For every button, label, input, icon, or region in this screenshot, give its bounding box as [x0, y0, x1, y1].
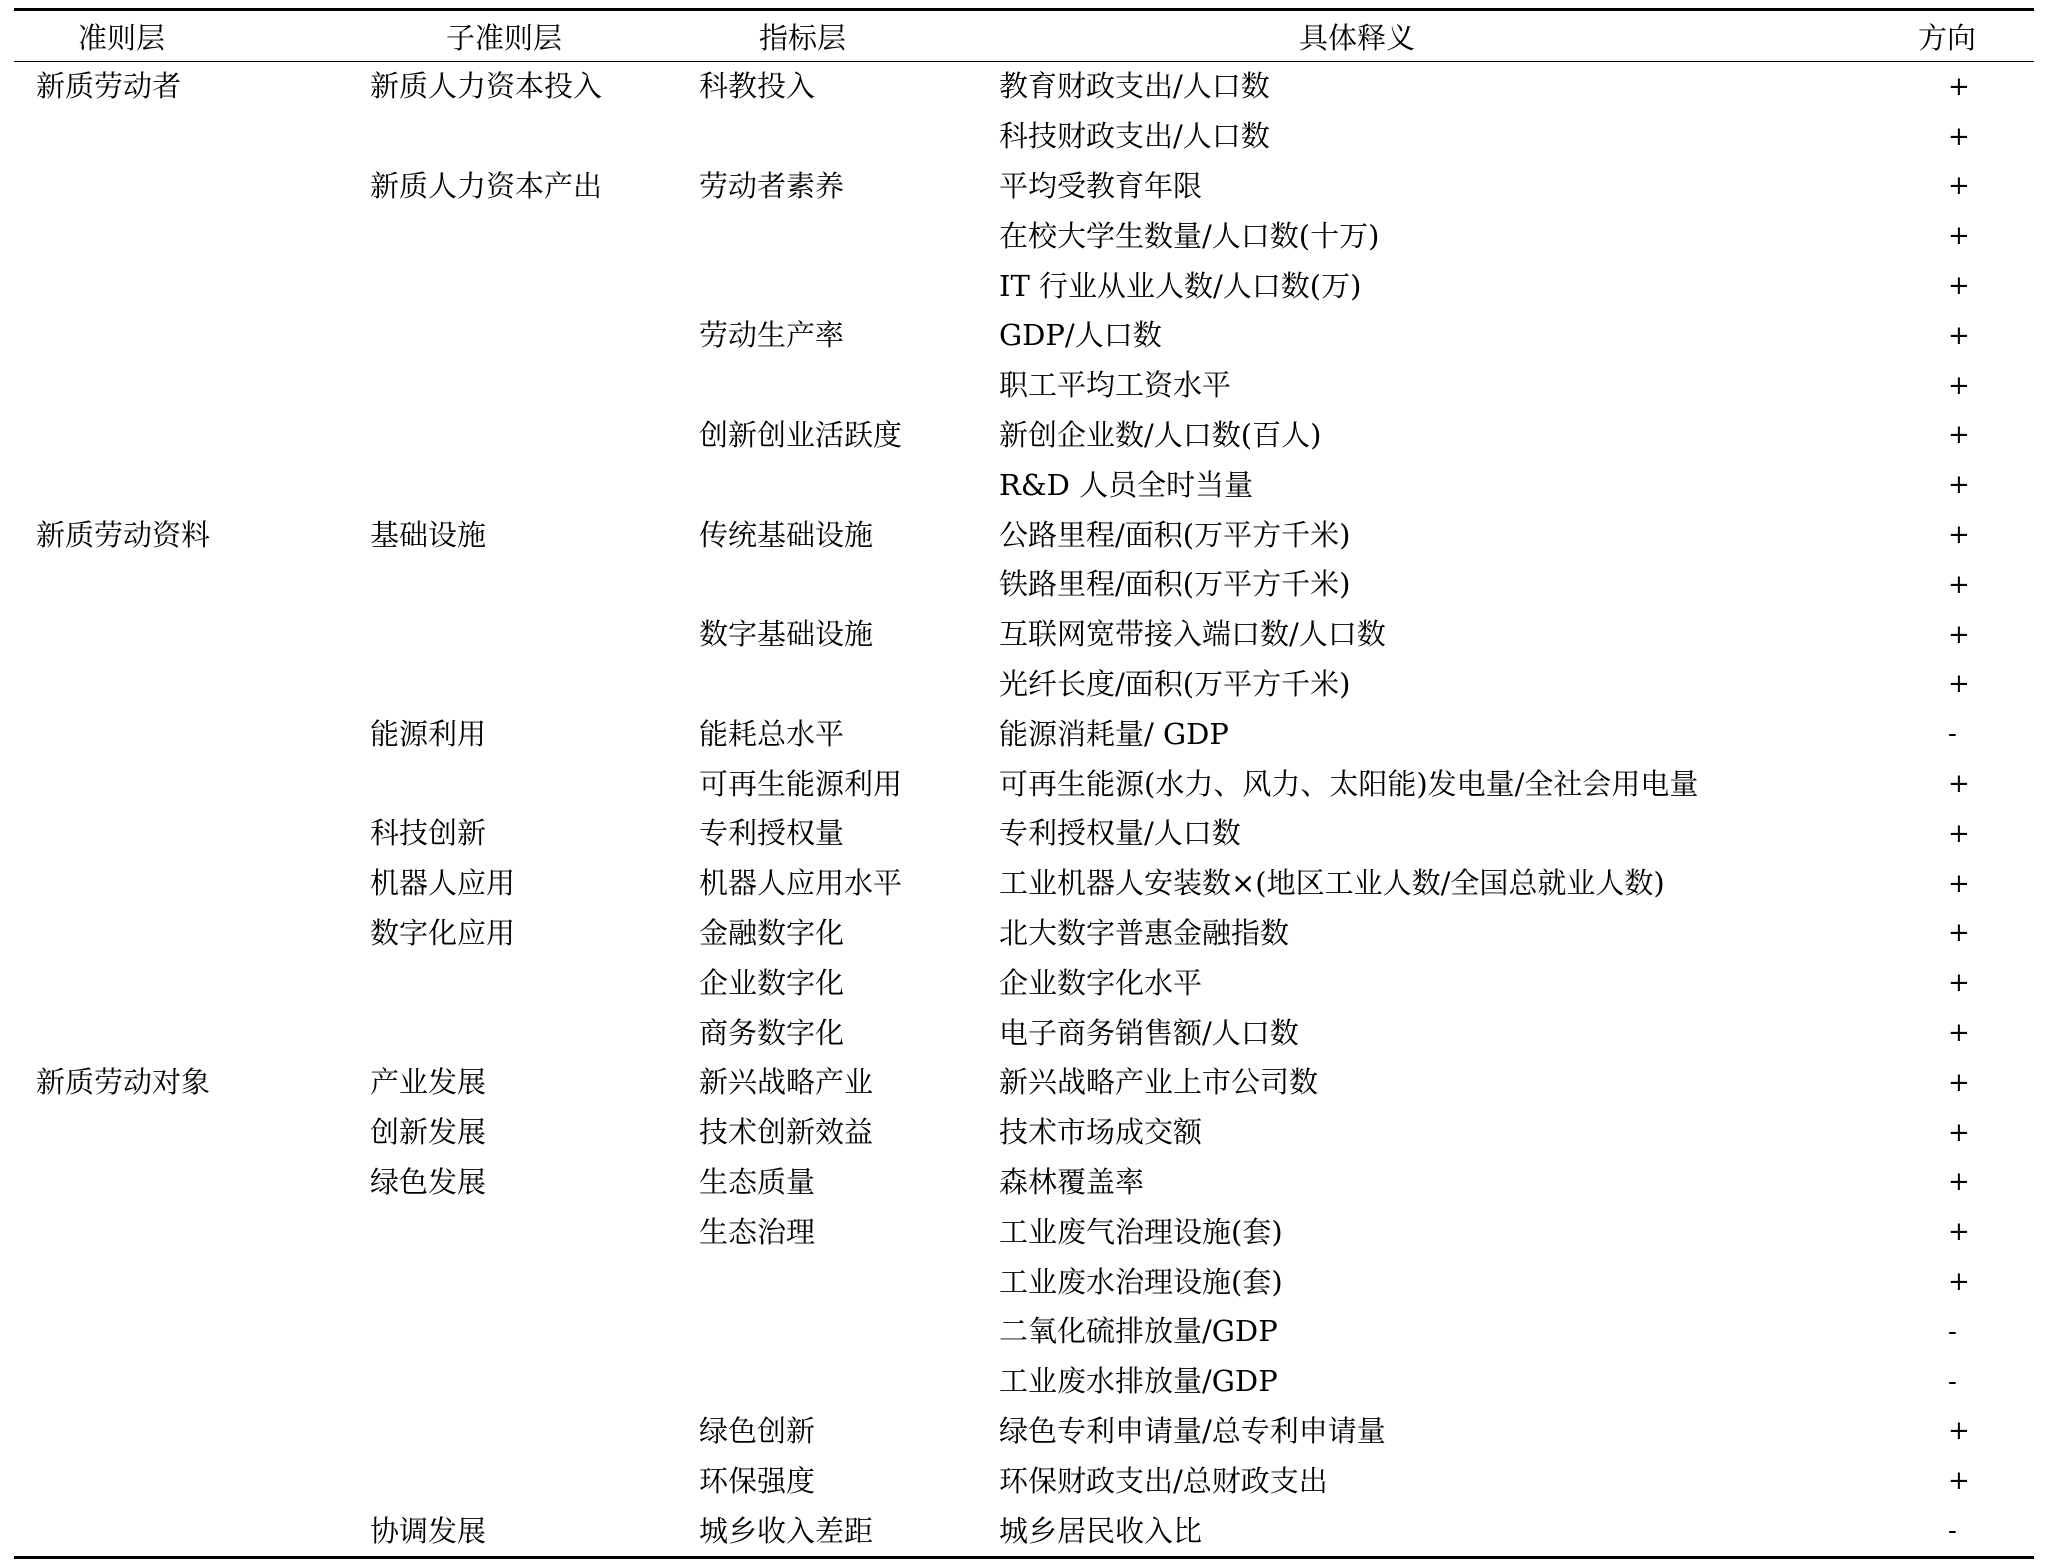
header-direction: 方向	[1852, 10, 2034, 62]
direction-cell: +	[1948, 818, 1970, 849]
definition-cell: 电子商务销售额/人口数	[999, 1015, 1299, 1050]
table-row	[14, 361, 2034, 411]
sub-criterion-cell	[346, 1407, 679, 1457]
sub-criterion-cell	[346, 610, 679, 660]
header-indicator: 指标层	[679, 10, 999, 62]
indicator-cell: 生态治理	[699, 1214, 816, 1249]
indicator-cell: 生态质量	[699, 1164, 816, 1199]
definition-cell: 城乡居民收入比	[999, 1506, 1852, 1557]
indicator-cell: 传统基础设施	[699, 517, 874, 552]
criterion-cell	[14, 1257, 346, 1307]
criterion-cell: 新质劳动对象	[36, 1065, 211, 1100]
header-criterion: 准则层	[14, 10, 346, 62]
criterion-cell	[14, 1207, 346, 1257]
sub-criterion-cell	[346, 261, 679, 311]
definition-cell: 科技财政支出/人口数	[999, 119, 1270, 154]
criterion-cell	[14, 1108, 346, 1158]
indicator-cell: 金融数字化	[699, 915, 845, 950]
definition-cell: 企业数字化水平	[999, 965, 1203, 1000]
table-row	[14, 1158, 2034, 1208]
criterion-cell	[14, 261, 346, 311]
direction-cell: +	[1948, 71, 1970, 102]
direction-cell: +	[1948, 1067, 1970, 1098]
criterion-cell	[14, 112, 346, 162]
table-row	[14, 709, 2034, 759]
indicator-table-container	[14, 8, 2034, 1559]
sub-criterion-cell	[346, 1357, 679, 1407]
indicator-cell: 绿色创新	[699, 1413, 816, 1448]
sub-criterion-cell: 创新发展	[370, 1115, 487, 1150]
indicator-cell: 可再生能源利用	[699, 766, 903, 801]
indicator-cell	[679, 261, 999, 311]
indicator-cell: 专利授权量	[699, 816, 845, 851]
definition-cell: 可再生能源(水力、风力、太阳能)发电量/全社会用电量	[999, 766, 1699, 801]
definition-cell: 教育财政支出/人口数	[999, 69, 1270, 104]
direction-cell: +	[1948, 1416, 1970, 1447]
definition-cell: 能源消耗量/ GDP	[999, 716, 1229, 751]
direction-cell: +	[1948, 619, 1970, 650]
table-row	[14, 859, 2034, 909]
sub-criterion-cell: 科技创新	[370, 816, 487, 851]
criterion-cell	[14, 1008, 346, 1058]
criterion-cell	[14, 660, 346, 710]
definition-cell: 平均受教育年限	[999, 168, 1203, 203]
direction-cell: -	[1948, 719, 1957, 750]
definition-cell: 二氧化硫排放量/GDP	[999, 1314, 1278, 1349]
table-body	[14, 62, 2034, 1558]
definition-cell: 光纤长度/面积(万平方千米)	[999, 666, 1351, 701]
direction-cell: +	[1948, 520, 1970, 551]
sub-criterion-cell	[346, 211, 679, 261]
header-definition: 具体释义	[999, 10, 1852, 62]
table-row	[14, 411, 2034, 461]
indicator-cell: 城乡收入差距	[679, 1506, 999, 1557]
criterion-cell	[14, 560, 346, 610]
table-row	[14, 1207, 2034, 1257]
definition-cell: 环保财政支出/总财政支出	[999, 1463, 1328, 1498]
direction-cell: +	[1948, 1217, 1970, 1248]
definition-cell: 技术市场成交额	[999, 1115, 1203, 1150]
indicator-cell: 劳动生产率	[699, 318, 845, 353]
table-row	[14, 1108, 2034, 1158]
sub-criterion-cell	[346, 1207, 679, 1257]
indicator-cell: 能耗总水平	[699, 716, 845, 751]
table-row	[14, 1008, 2034, 1058]
table-row	[14, 211, 2034, 261]
criterion-cell	[14, 958, 346, 1008]
criterion-cell	[14, 859, 346, 909]
criterion-cell	[14, 909, 346, 959]
direction-cell: +	[1948, 1466, 1970, 1497]
indicator-cell	[679, 1257, 999, 1307]
criterion-cell: 新质劳动者	[36, 69, 182, 104]
table-row	[14, 759, 2034, 809]
definition-cell: 新创企业数/人口数(百人)	[999, 417, 1322, 452]
table-row	[14, 510, 2034, 560]
criterion-cell	[14, 759, 346, 809]
sub-criterion-cell: 协调发展	[346, 1506, 679, 1557]
definition-cell: R&D 人员全时当量	[999, 467, 1254, 502]
definition-cell: 绿色专利申请量/总专利申请量	[999, 1413, 1386, 1448]
sub-criterion-cell	[346, 1307, 679, 1357]
table-row	[14, 162, 2034, 212]
table-row	[14, 909, 2034, 959]
indicator-cell	[679, 1357, 999, 1407]
table-row	[14, 1357, 2034, 1407]
indicator-cell: 商务数字化	[699, 1015, 845, 1050]
criterion-cell	[14, 610, 346, 660]
definition-cell: 工业废气治理设施(套)	[999, 1214, 1283, 1249]
direction-cell: +	[1948, 968, 1970, 999]
sub-criterion-cell: 新质人力资本产出	[370, 168, 603, 203]
table-row	[14, 958, 2034, 1008]
definition-cell: 铁路里程/面积(万平方千米)	[999, 567, 1351, 602]
direction-cell: +	[1948, 1167, 1970, 1198]
criterion-cell	[14, 809, 346, 859]
direction-cell: +	[1948, 370, 1970, 401]
criterion-cell: 新质劳动资料	[36, 517, 211, 552]
indicator-cell	[679, 112, 999, 162]
indicator-cell: 技术创新效益	[699, 1115, 874, 1150]
table-row	[14, 1058, 2034, 1108]
direction-cell: +	[1948, 470, 1970, 501]
direction-cell: +	[1948, 1267, 1970, 1298]
direction-cell: +	[1948, 221, 1970, 252]
sub-criterion-cell: 新质人力资本投入	[370, 69, 603, 104]
sub-criterion-cell: 数字化应用	[370, 915, 516, 950]
definition-cell: 北大数字普惠金融指数	[999, 915, 1290, 950]
sub-criterion-cell	[346, 311, 679, 361]
sub-criterion-cell	[346, 1456, 679, 1506]
table-row	[14, 1506, 2034, 1557]
table-row	[14, 560, 2034, 610]
indicator-cell: 新兴战略产业	[699, 1065, 874, 1100]
definition-cell: 新兴战略产业上市公司数	[999, 1065, 1319, 1100]
table-row	[14, 460, 2034, 510]
indicator-cell: 劳动者素养	[699, 168, 845, 203]
direction-cell: +	[1948, 569, 1970, 600]
header-sub-criterion: 子准则层	[346, 10, 679, 62]
criterion-cell	[14, 162, 346, 212]
direction-cell: +	[1948, 918, 1970, 949]
direction-cell: +	[1948, 769, 1970, 800]
direction-cell: -	[1852, 1506, 2034, 1557]
sub-criterion-cell	[346, 460, 679, 510]
definition-cell: 森林覆盖率	[999, 1164, 1145, 1199]
direction-cell: -	[1948, 1366, 1957, 1397]
direction-cell: -	[1948, 1316, 1957, 1347]
indicator-cell	[679, 660, 999, 710]
table-row	[14, 1407, 2034, 1457]
definition-cell: 工业废水治理设施(套)	[999, 1264, 1283, 1299]
definition-cell: 公路里程/面积(万平方千米)	[999, 517, 1351, 552]
sub-criterion-cell	[346, 1257, 679, 1307]
table-row	[14, 1257, 2034, 1307]
table-row	[14, 809, 2034, 859]
criterion-cell	[14, 1357, 346, 1407]
criterion-cell	[14, 709, 346, 759]
table-row	[14, 1456, 2034, 1506]
sub-criterion-cell	[346, 361, 679, 411]
definition-cell: 互联网宽带接入端口数/人口数	[999, 617, 1386, 652]
sub-criterion-cell	[346, 112, 679, 162]
direction-cell: +	[1948, 271, 1970, 302]
table-row	[14, 660, 2034, 710]
table-header	[14, 10, 2034, 62]
sub-criterion-cell	[346, 660, 679, 710]
indicator-cell: 企业数字化	[699, 965, 845, 1000]
direction-cell: +	[1948, 1117, 1970, 1148]
criterion-cell	[14, 460, 346, 510]
header-row	[14, 10, 2034, 62]
sub-criterion-cell: 产业发展	[370, 1065, 487, 1100]
table-row	[14, 1307, 2034, 1357]
direction-cell: +	[1948, 121, 1970, 152]
indicator-cell	[679, 1307, 999, 1357]
criterion-cell	[14, 311, 346, 361]
indicator-cell	[679, 361, 999, 411]
sub-criterion-cell: 基础设施	[370, 517, 487, 552]
sub-criterion-cell	[346, 759, 679, 809]
direction-cell: +	[1948, 171, 1970, 202]
indicator-cell: 科教投入	[699, 69, 816, 104]
sub-criterion-cell	[346, 958, 679, 1008]
table-row	[14, 261, 2034, 311]
definition-cell: 职工平均工资水平	[999, 368, 1232, 403]
definition-cell: GDP/人口数	[999, 318, 1162, 353]
table-row	[14, 610, 2034, 660]
criterion-cell	[14, 211, 346, 261]
criterion-cell	[14, 1506, 346, 1557]
indicator-cell	[679, 460, 999, 510]
criterion-cell	[14, 361, 346, 411]
criterion-cell	[14, 1307, 346, 1357]
direction-cell: +	[1948, 868, 1970, 899]
sub-criterion-cell: 能源利用	[370, 716, 487, 751]
criterion-cell	[14, 1407, 346, 1457]
table-row	[14, 62, 2034, 112]
sub-criterion-cell: 机器人应用	[370, 866, 516, 901]
direction-cell: +	[1948, 420, 1970, 451]
definition-cell: IT 行业从业人数/人口数(万)	[999, 268, 1362, 303]
direction-cell: +	[1948, 669, 1970, 700]
indicator-cell	[679, 560, 999, 610]
sub-criterion-cell	[346, 1008, 679, 1058]
indicator-cell	[679, 211, 999, 261]
direction-cell: +	[1948, 1018, 1970, 1049]
indicator-cell: 机器人应用水平	[699, 866, 903, 901]
table-row	[14, 311, 2034, 361]
sub-criterion-cell: 绿色发展	[370, 1164, 487, 1199]
criterion-cell	[14, 411, 346, 461]
sub-criterion-cell	[346, 560, 679, 610]
sub-criterion-cell	[346, 411, 679, 461]
direction-cell: +	[1948, 320, 1970, 351]
table-row	[14, 112, 2034, 162]
indicator-cell: 数字基础设施	[699, 617, 874, 652]
definition-cell: 专利授权量/人口数	[999, 816, 1241, 851]
definition-cell: 工业机器人安装数×(地区工业人数/全国总就业人数)	[999, 866, 1665, 901]
criterion-cell	[14, 1456, 346, 1506]
definition-cell: 在校大学生数量/人口数(十万)	[999, 218, 1380, 253]
indicator-table	[14, 8, 2034, 1559]
criterion-cell	[14, 1158, 346, 1208]
indicator-cell: 创新创业活跃度	[699, 417, 903, 452]
definition-cell: 工业废水排放量/GDP	[999, 1364, 1278, 1399]
indicator-cell: 环保强度	[699, 1463, 816, 1498]
